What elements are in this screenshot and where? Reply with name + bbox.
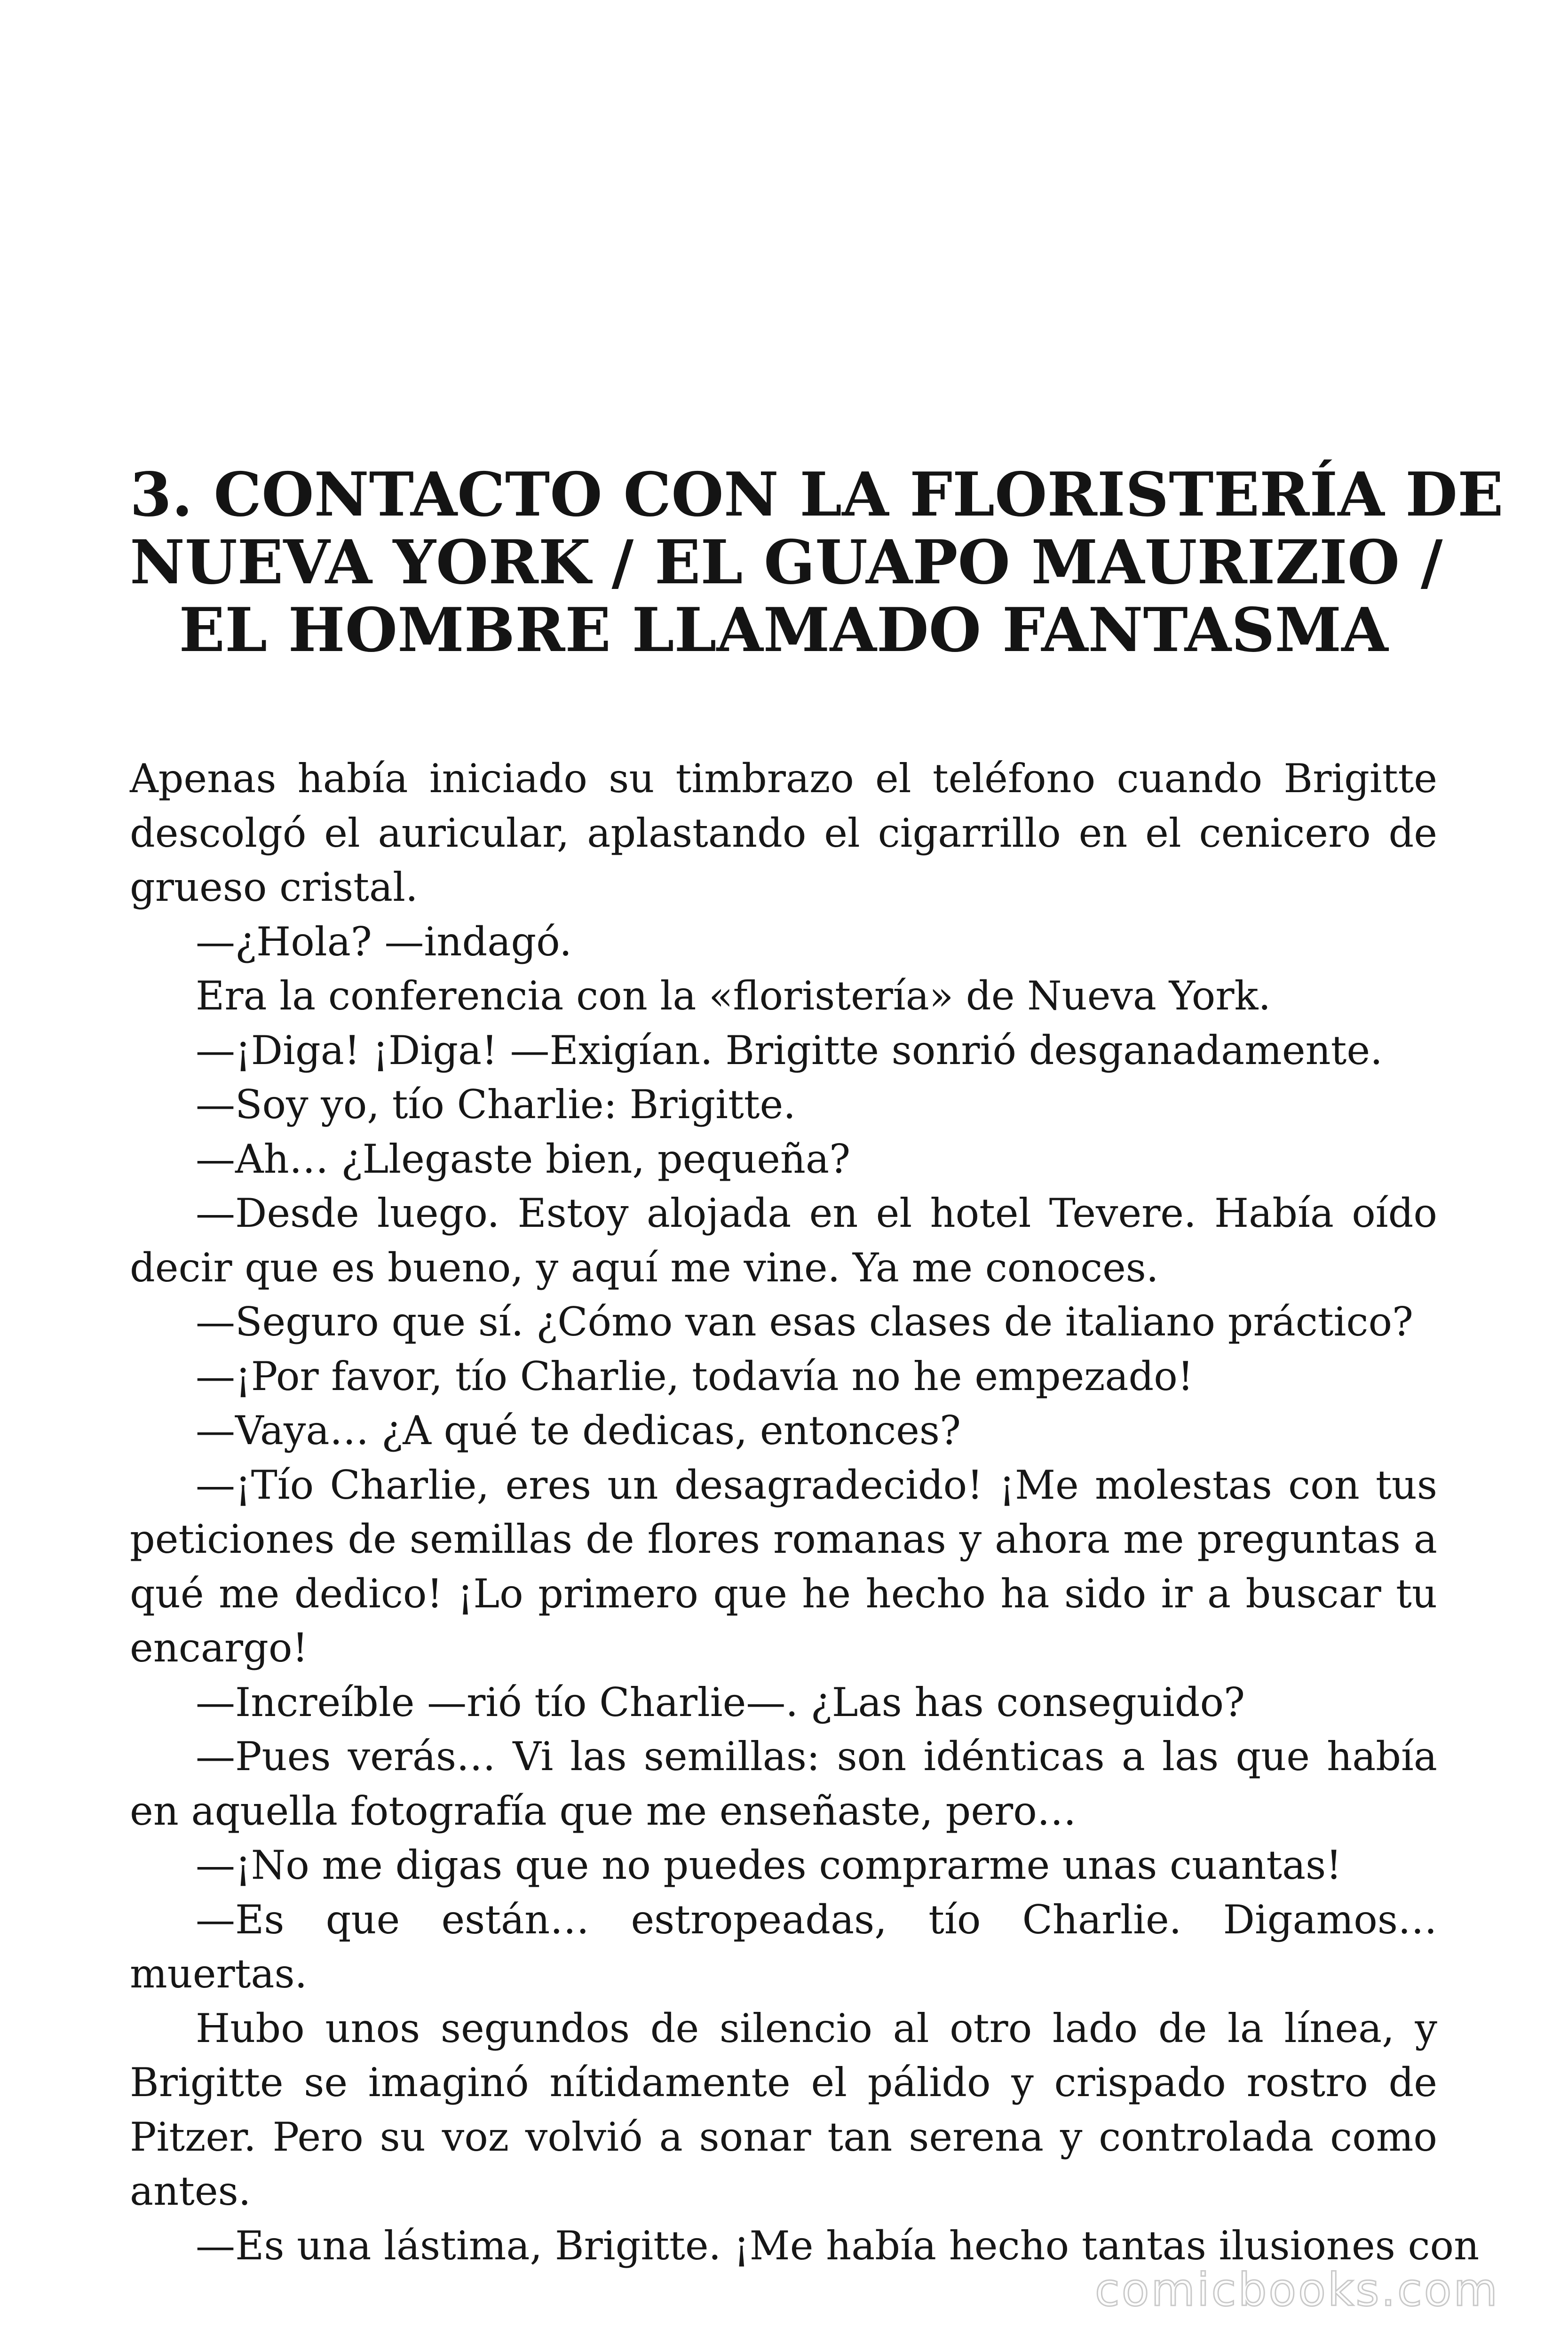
paragraph: —¿Hola? —indagó.: [196, 918, 572, 965]
paragraph: —Es que están… estropeadas, tío Charlie. Digamos… muertas.: [130, 1896, 1437, 1997]
paragraph: —Vaya… ¿A qué te dedicas, entonces?: [196, 1407, 961, 1454]
paragraph: Apenas había iniciado su timbrazo el teléfono cuando Brigitte descolgó el auricular, aplastando el cigarrillo en el cenicero de grueso cristal.: [130, 755, 1437, 910]
chapter-title-line: 3. CONTACTO CON LA FLORISTERÍA DE: [130, 460, 1504, 530]
body-text: [130, 752, 1480, 2273]
paragraph: —¡Tío Charlie, eres un desagradecido! ¡Me molestas con tus peticiones de semillas de flores romanas y ahora me preguntas a qué me dedico! ¡Lo primero que he hecho ha sido ir a buscar tu encargo!: [130, 1462, 1437, 1671]
paragraph: —Es una lástima, Brigitte. ¡Me había hecho tantas ilusiones con: [196, 2222, 1480, 2269]
paragraph: —Pues verás… Vi las semillas: son idénticas a las que había en aquella fotografía que me enseñaste, pero…: [130, 1733, 1437, 1834]
paragraph: —Desde luego. Estoy alojada en el hotel Tevere. Había oído decir que es bueno, y aquí me vine. Ya me conoces.: [130, 1190, 1437, 1291]
paragraph: —Ah… ¿Llegaste bien, pequeña?: [196, 1136, 851, 1182]
watermark: comicbooks.com: [1094, 2264, 1499, 2316]
paragraph: —¡Diga! ¡Diga! —Exigían. Brigitte sonrió desganadamente.: [196, 1027, 1383, 1073]
chapter-title-line: NUEVA YORK / EL GUAPO MAURIZIO /: [130, 527, 1443, 598]
paragraph: —Soy yo, tío Charlie: Brigitte.: [196, 1081, 796, 1128]
paragraph: —Seguro que sí. ¿Cómo van esas clases de italiano práctico?: [196, 1299, 1414, 1345]
paragraph: —Increíble —rió tío Charlie—. ¿Las has conseguido?: [196, 1679, 1245, 1725]
paragraph: —¡Por favor, tío Charlie, todavía no he empezado!: [196, 1353, 1194, 1399]
paragraph: Hubo unos segundos de silencio al otro lado de la línea, y Brigitte se imaginó nítidamente el pálido y crispado rostro de Pitzer. Pero su voz volvió a sonar tan serena y controlada como antes.: [130, 2005, 1437, 2214]
paragraph: —¡No me digas que no puedes comprarme unas cuantas!: [196, 1842, 1342, 1888]
chapter-title-line: EL HOMBRE LLAMADO FANTASMA: [179, 595, 1388, 666]
chapter-title: [130, 460, 1504, 666]
paragraph: Era la conferencia con la «floristería» de Nueva York.: [196, 973, 1271, 1019]
